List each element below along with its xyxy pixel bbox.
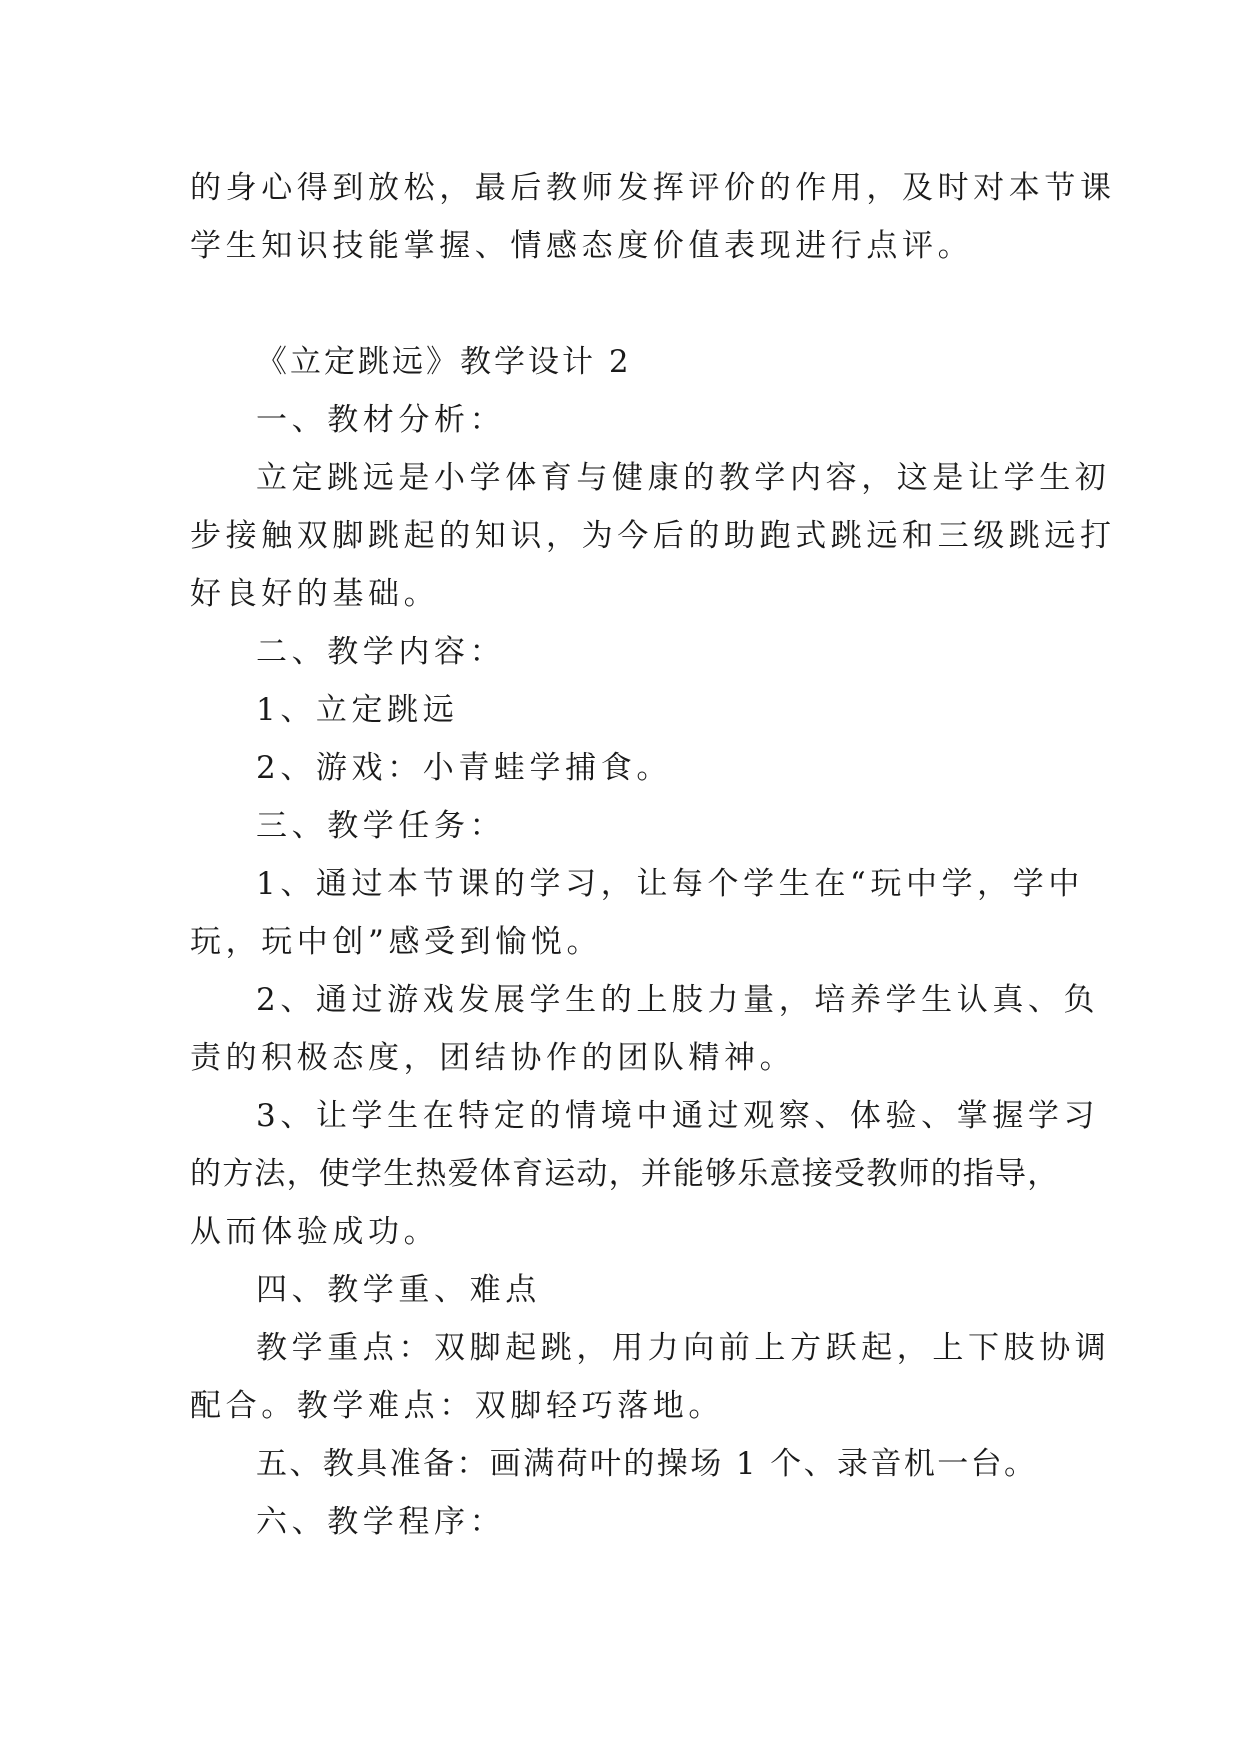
paragraph-line: 学生知识技能掌握、情感态度价值表现进行点评。: [190, 228, 974, 264]
list-item: 1、立定跳远: [256, 692, 459, 728]
heading-teaching-tasks: 三、教学任务：: [256, 808, 506, 844]
heading-teaching-aids: 五、教具准备：画满荷叶的操场 1 个、录音机一台。: [256, 1446, 1038, 1482]
paragraph-line: 的身心得到放松，最后教师发挥评价的作用，及时对本节课: [190, 170, 1116, 206]
paragraph-line: 配合。教学难点：双脚轻巧落地。: [190, 1388, 724, 1424]
heading-teaching-procedure: 六、教学程序：: [256, 1504, 506, 1540]
paragraph-line: 教学重点：双脚起跳，用力向前上方跃起，上下肢协调: [256, 1330, 1111, 1366]
heading-materials-analysis: 一、教材分析：: [256, 402, 506, 438]
paragraph-line: 好良好的基础。: [190, 576, 440, 612]
heading-key-points: 四、教学重、难点: [256, 1272, 541, 1308]
paragraph-line: 从而体验成功。: [190, 1214, 440, 1250]
list-item: 2、游戏：小青蛙学捕食。: [256, 750, 672, 786]
paragraph-line: 玩，玩中创”感受到愉悦。: [190, 924, 603, 960]
paragraph-line: 责的积极态度，团结协作的团队精神。: [190, 1040, 796, 1076]
paragraph-line: 立定跳远是小学体育与健康的教学内容，这是让学生初: [256, 460, 1111, 496]
paragraph-line: 的方法，使学生热爱体育运动，并能够乐意接受教师的指导，: [190, 1156, 1060, 1192]
paragraph-line: 步接触双脚跳起的知识，为今后的助跑式跳远和三级跳远打: [190, 518, 1116, 554]
list-item: 2、通过游戏发展学生的上肢力量，培养学生认真、负: [256, 982, 1100, 1018]
heading-teaching-content: 二、教学内容：: [256, 634, 506, 670]
list-item: 3、让学生在特定的情境中通过观察、体验、掌握学习: [256, 1098, 1100, 1134]
section-title: 《立定跳远》教学设计 2: [256, 344, 632, 380]
list-item: 1、通过本节课的学习，让每个学生在“玩中学，学中: [256, 866, 1084, 902]
